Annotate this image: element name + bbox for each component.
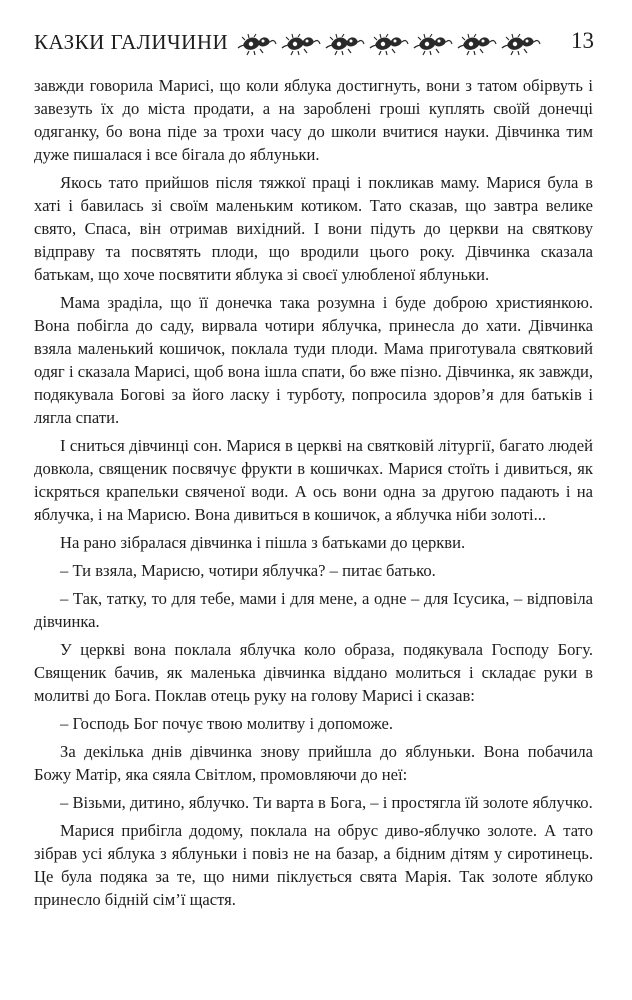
paragraph: На рано зібралася дівчинка і пішла з батьками до церкви.	[60, 533, 466, 552]
floral-ornament-icon	[237, 32, 547, 58]
dialogue-line: – Господь Бог почує твою молитву і допоможе.	[60, 714, 393, 733]
page-number: 13	[571, 28, 594, 53]
dialogue-line: – Ти взяла, Марисю, чотири яблучка? – питає батько.	[60, 561, 436, 580]
paragraph: За декілька днів дівчинка знову прийшла до яблуньки. Вона побачила Божу Матір, яка сяяла Світлом, промовляючи до неї:	[34, 742, 593, 784]
paragraph: Якось тато прийшов після тяжкої праці і покликав маму. Марися була в хаті і бавилась зі своїм маленьким котиком. Тато сказав, що завтра велике свято, Спаса, він отримав вихідний. І вони підуть до церкви на святкову відправу та посвятять плоди, що вродили цього року. Дівчинка сказала батькам, що хоче посвятити яблука зі своєї улюбленої яблуньки.	[34, 173, 593, 284]
paragraph: І сниться дівчинці сон. Марися в церкві на святковій літургії, багато людей довкола, священик посвячує фрукти в кошичках. Марися стоїть і дивиться, як іскряться крапельки свяченої води. А ось вони одна за другою падають і на яблучка, і на Марисю. Вона дивиться в кошичок, а яблучка ніби золоті...	[34, 436, 593, 524]
paragraph: Мама зраділа, що її донечка така розумна і буде доброю християнкою. Вона побігла до саду, вирвала чотири яблучка, принесла до хати. Дівчинка взяла маленький кошичок, поклала туди плоди. Мама приготувала святковий одяг і сказала Марисі, щоб вона ішла спати, бо вже пізно. Дівчинка, як завжди, подякувала Богові за його ласку і турботу, попросила здоров’я для батьків і лягла спати.	[34, 293, 593, 427]
dialogue-line: – Так, татку, то для тебе, мами і для мене, а одне – для Ісусика, – відповіла дівчинка.	[34, 589, 593, 631]
story-text	[34, 74, 593, 916]
page-header	[34, 26, 594, 66]
paragraph: У церкві вона поклала яблучка коло образа, подякувала Господу Богу. Священик бачив, як маленька дівчинка віддано молиться і складає руки в молитві до Бога. Поклав отець руку на голову Марисі і сказав:	[34, 640, 593, 705]
dialogue-line: – Візьми, дитино, яблучко. Ти варта в Бога, – і простягла їй золоте яблучко.	[60, 793, 593, 812]
paragraph: Марися прибігла додому, поклала на обрус диво-яблучко золоте. А тато зібрав усі яблука з яблуньки і повіз не на базар, а бідним дітям у сиротинець. Це була подяка за те, що ними піклується свята Марія. Так золоте яблуко принесло бідній сім’ї щастя.	[34, 821, 593, 909]
running-title: КАЗКИ ГАЛИЧИНИ	[34, 30, 229, 54]
paragraph: завжди говорила Марисі, що коли яблука достигнуть, вони з татом обірвуть і завезуть їх до міста продати, а на зароблені гроші куплять своїй донечці одяганку, бо вона піде за трохи часу до школи вчитися науки. Дівчинка тим дуже пишалася і все бігала до яблуньки.	[34, 76, 593, 164]
